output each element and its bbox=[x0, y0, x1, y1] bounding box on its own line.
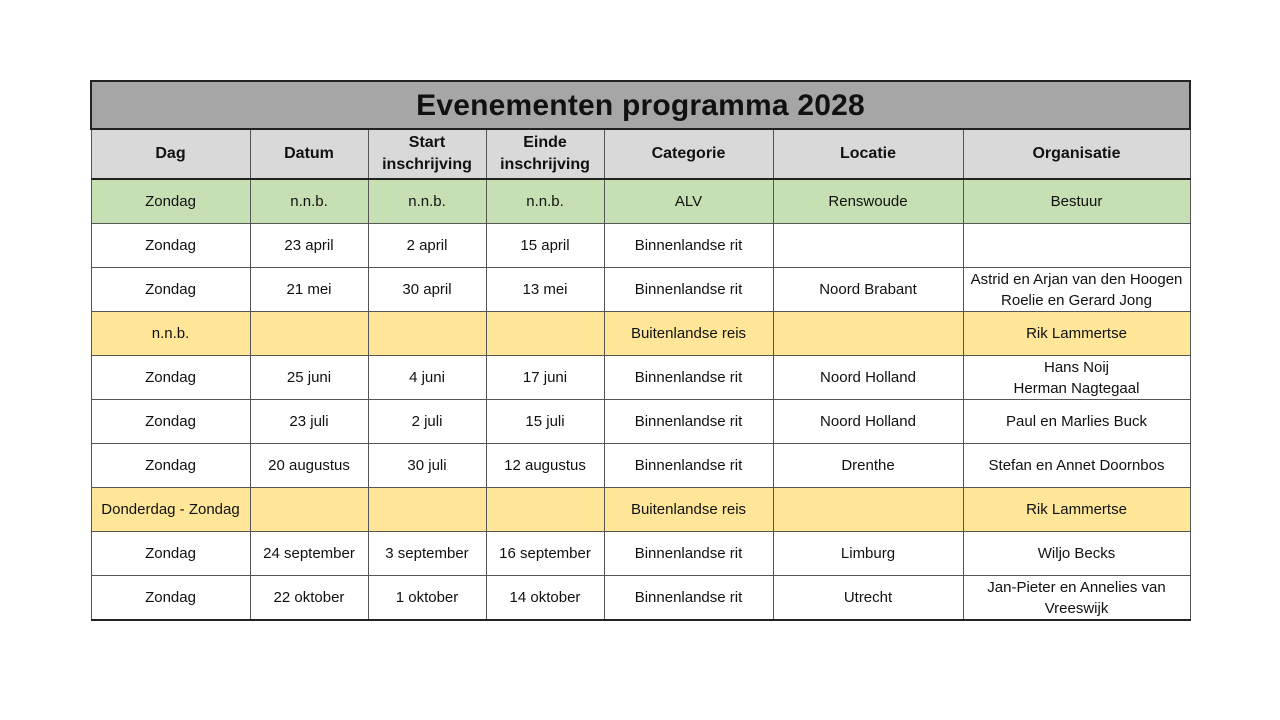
organisatie-line2: Roelie en Gerard Jong bbox=[1001, 291, 1152, 309]
cell-einde bbox=[486, 488, 604, 532]
table-row bbox=[91, 268, 1190, 312]
cell-locatie: Noord Holland bbox=[773, 400, 963, 444]
header-datum: Datum bbox=[250, 129, 368, 179]
cell-organisatie bbox=[963, 179, 1190, 224]
organisatie-line1: Rik Lammertse bbox=[1026, 325, 1127, 342]
cell-einde: 15 juli bbox=[486, 400, 604, 444]
cell-start: 30 juli bbox=[368, 444, 486, 488]
table-row bbox=[91, 444, 1190, 488]
cell-organisatie bbox=[963, 356, 1190, 400]
table-body bbox=[91, 179, 1190, 620]
header-einde-line2: inschrijving bbox=[500, 156, 590, 173]
cell-dag: Zondag bbox=[91, 444, 250, 488]
header-start-line2: inschrijving bbox=[382, 156, 472, 173]
cell-datum: 23 april bbox=[250, 224, 368, 268]
cell-categorie: Binnenlandse rit bbox=[604, 444, 773, 488]
organisatie-line1: Astrid en Arjan van den Hoogen bbox=[970, 270, 1183, 288]
organisatie-line1: Wiljo Becks bbox=[1037, 545, 1116, 562]
cell-locatie bbox=[773, 488, 963, 532]
cell-start: 2 juli bbox=[368, 400, 486, 444]
table-row bbox=[91, 312, 1190, 356]
header-einde-line1: Einde bbox=[523, 134, 567, 151]
table-row bbox=[91, 576, 1190, 621]
cell-einde: 13 mei bbox=[486, 268, 604, 312]
cell-start: 4 juni bbox=[368, 356, 486, 400]
cell-organisatie bbox=[963, 532, 1190, 576]
cell-dag: Zondag bbox=[91, 532, 250, 576]
header-row bbox=[91, 129, 1190, 179]
table-row bbox=[91, 179, 1190, 224]
cell-datum: 25 juni bbox=[250, 356, 368, 400]
cell-categorie: Binnenlandse rit bbox=[604, 400, 773, 444]
cell-categorie: ALV bbox=[604, 179, 773, 224]
table-row bbox=[91, 224, 1190, 268]
cell-categorie: Binnenlandse rit bbox=[604, 356, 773, 400]
header-categorie: Categorie bbox=[604, 129, 773, 179]
organisatie-line1: Rik Lammertse bbox=[1026, 501, 1127, 518]
cell-dag: Zondag bbox=[91, 400, 250, 444]
cell-start: n.n.b. bbox=[368, 179, 486, 224]
cell-locatie: Drenthe bbox=[773, 444, 963, 488]
cell-datum bbox=[250, 312, 368, 356]
cell-einde: 12 augustus bbox=[486, 444, 604, 488]
table-title: Evenementen programma 2028 bbox=[91, 81, 1190, 129]
header-dag: Dag bbox=[91, 129, 250, 179]
cell-organisatie bbox=[963, 312, 1190, 356]
cell-dag: Zondag bbox=[91, 356, 250, 400]
table-row bbox=[91, 488, 1190, 532]
cell-start bbox=[368, 488, 486, 532]
cell-locatie: Utrecht bbox=[773, 576, 963, 621]
cell-start: 2 april bbox=[368, 224, 486, 268]
cell-organisatie bbox=[963, 268, 1190, 312]
cell-einde: 17 juni bbox=[486, 356, 604, 400]
cell-organisatie bbox=[963, 224, 1190, 268]
cell-categorie: Binnenlandse rit bbox=[604, 268, 773, 312]
cell-datum bbox=[250, 488, 368, 532]
table-row bbox=[91, 356, 1190, 400]
title-row bbox=[91, 81, 1190, 129]
table-row bbox=[91, 400, 1190, 444]
cell-categorie: Buitenlandse reis bbox=[604, 488, 773, 532]
cell-datum: 23 juli bbox=[250, 400, 368, 444]
cell-dag: Zondag bbox=[91, 179, 250, 224]
cell-locatie: Renswoude bbox=[773, 179, 963, 224]
cell-locatie bbox=[773, 312, 963, 356]
cell-dag: Donderdag - Zondag bbox=[91, 488, 250, 532]
table-row bbox=[91, 532, 1190, 576]
organisatie-line1: Paul en Marlies Buck bbox=[1006, 413, 1147, 430]
cell-locatie bbox=[773, 224, 963, 268]
cell-dag: Zondag bbox=[91, 268, 250, 312]
header-start-inschrijving bbox=[368, 129, 486, 179]
cell-datum: 21 mei bbox=[250, 268, 368, 312]
cell-organisatie bbox=[963, 576, 1190, 621]
organisatie-line1: Hans Noij bbox=[1043, 358, 1110, 376]
header-einde-inschrijving bbox=[486, 129, 604, 179]
cell-datum: n.n.b. bbox=[250, 179, 368, 224]
header-start-line1: Start bbox=[408, 134, 446, 151]
cell-einde bbox=[486, 312, 604, 356]
cell-locatie: Noord Holland bbox=[773, 356, 963, 400]
cell-einde: 16 september bbox=[486, 532, 604, 576]
cell-datum: 22 oktober bbox=[250, 576, 368, 621]
cell-locatie: Limburg bbox=[773, 532, 963, 576]
cell-locatie: Noord Brabant bbox=[773, 268, 963, 312]
organisatie-line1: Bestuur bbox=[1050, 193, 1103, 210]
header-organisatie: Organisatie bbox=[963, 129, 1190, 179]
cell-start: 3 september bbox=[368, 532, 486, 576]
cell-einde: 15 april bbox=[486, 224, 604, 268]
cell-organisatie bbox=[963, 488, 1190, 532]
cell-einde: n.n.b. bbox=[486, 179, 604, 224]
cell-categorie: Binnenlandse rit bbox=[604, 224, 773, 268]
cell-dag: n.n.b. bbox=[91, 312, 250, 356]
cell-organisatie bbox=[963, 444, 1190, 488]
cell-datum: 24 september bbox=[250, 532, 368, 576]
organisatie-line1: Jan-Pieter en Annelies van bbox=[987, 578, 1166, 596]
cell-einde: 14 oktober bbox=[486, 576, 604, 621]
cell-dag: Zondag bbox=[91, 224, 250, 268]
cell-start: 1 oktober bbox=[368, 576, 486, 621]
cell-start: 30 april bbox=[368, 268, 486, 312]
cell-categorie: Buitenlandse reis bbox=[604, 312, 773, 356]
events-table bbox=[90, 80, 1191, 621]
cell-start bbox=[368, 312, 486, 356]
organisatie-line2: Vreeswijk bbox=[1044, 599, 1109, 617]
events-table-container bbox=[90, 80, 1189, 621]
cell-datum: 20 augustus bbox=[250, 444, 368, 488]
cell-dag: Zondag bbox=[91, 576, 250, 621]
header-locatie: Locatie bbox=[773, 129, 963, 179]
cell-organisatie bbox=[963, 400, 1190, 444]
cell-categorie: Binnenlandse rit bbox=[604, 532, 773, 576]
organisatie-line1: Stefan en Annet Doornbos bbox=[988, 457, 1165, 474]
cell-categorie: Binnenlandse rit bbox=[604, 576, 773, 621]
organisatie-line2: Herman Nagtegaal bbox=[1013, 379, 1140, 397]
